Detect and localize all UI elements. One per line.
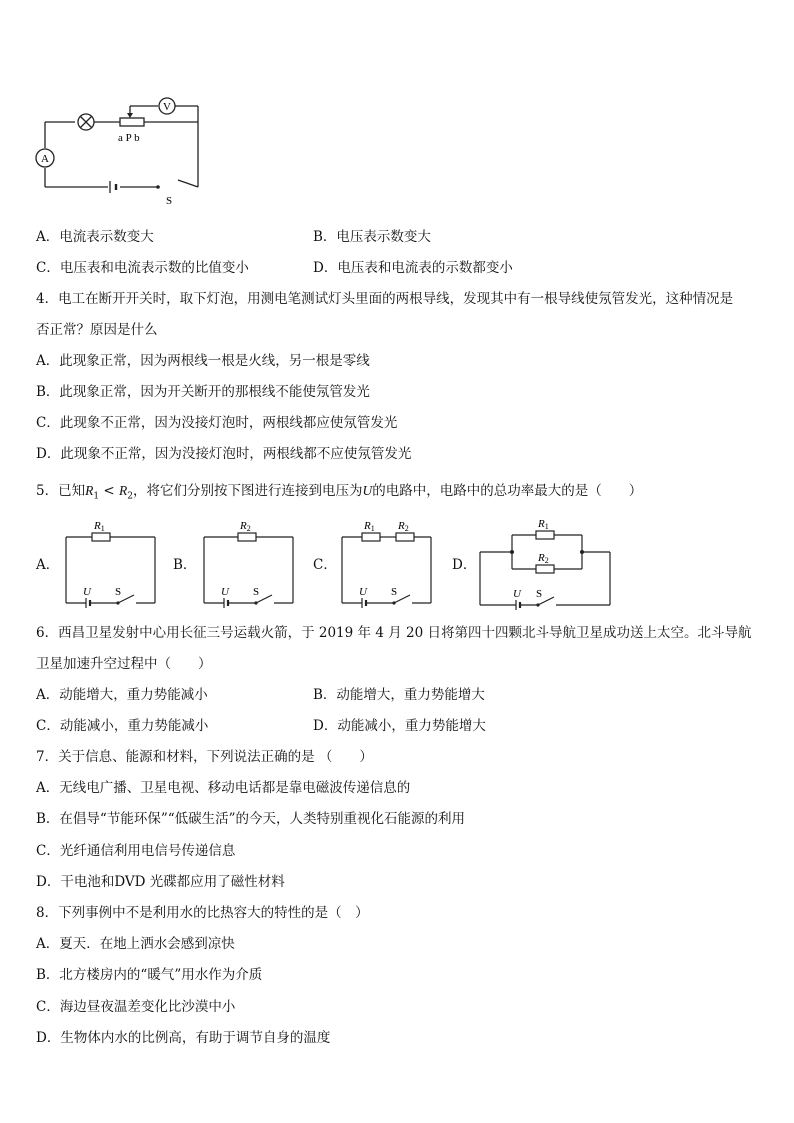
res-r1-label: R1 — [94, 520, 105, 533]
q7-stem: 7．关于信息、能源和材料，下列说法正确的是 （ ） — [36, 749, 373, 765]
slider-label: a P b — [118, 132, 140, 144]
r2-subscript: 2 — [127, 491, 133, 502]
voltmeter-label: V — [163, 101, 171, 113]
q3-option-d[interactable]: D．电压表和电流表的示数都变小 — [313, 260, 513, 276]
q8-option-b[interactable]: B．北方楼房内的“暖气”用水作为介质 — [36, 967, 263, 983]
q8-option-a[interactable]: A．夏天．在地上洒水会感到凉快 — [36, 936, 235, 952]
q5-stem-post: 的电路中，电路中的总功率最大的是（ ） — [372, 483, 643, 499]
switch-s-label: S — [115, 586, 122, 598]
q7-option-a[interactable]: A．无线电广播、卫星电视、移动电话都是靠电磁波传递信息的 — [36, 780, 411, 796]
q5-stem — [36, 482, 642, 506]
q5-circuit-a[interactable] — [62, 515, 162, 610]
r1-symbol: R — [85, 483, 94, 498]
res-r2-label: R2 — [538, 552, 549, 565]
q6-stem-line2: 卫星加速升空过程中（ ） — [36, 656, 212, 672]
q8-option-d[interactable]: D．生物体内水的比例高，有助于调节自身的温度 — [36, 1030, 331, 1046]
q6-option-b[interactable]: B．动能增大，重力势能增大 — [313, 687, 485, 703]
q4-stem-line2: 否正常？原因是什么 — [36, 322, 158, 338]
q3-circuit-diagram — [30, 90, 210, 210]
voltage-symbol: U — [362, 483, 373, 498]
switch-s-label: S — [536, 588, 543, 600]
ammeter-label: A — [41, 153, 49, 165]
q7-option-d[interactable]: D．干电池和DVD 光碟都应用了磁性材料 — [36, 874, 285, 890]
source-u-label: U — [83, 586, 91, 598]
q5-circuit-c[interactable] — [338, 515, 438, 610]
switch-s-label: S — [253, 586, 260, 598]
q4-option-b[interactable]: B．此现象正常，因为开关断开的那根线不能使氖管发光 — [36, 384, 370, 400]
q6-option-d[interactable]: D．动能减小，重力势能增大 — [313, 718, 486, 734]
q5-stem-mid: ，将它们分别按下图进行连接到电压为 — [132, 483, 363, 499]
q3-option-a[interactable]: A．电流表示数变大 — [36, 229, 154, 245]
source-u-label: U — [513, 588, 521, 600]
q5-option-d-label[interactable]: D． — [452, 557, 477, 573]
q5-option-a-label[interactable]: A． — [36, 557, 60, 573]
q4-option-d[interactable]: D．此现象不正常，因为没接灯泡时，两根线都不应使氖管发光 — [36, 446, 412, 462]
q5-option-b-label[interactable]: B． — [173, 557, 197, 573]
r1-subscript: 1 — [93, 491, 100, 502]
res-r2-label: R2 — [240, 520, 251, 533]
q5-stem-pre: 5．已知 — [36, 483, 86, 499]
q7-option-c[interactable]: C．光纤通信利用电信号传递信息 — [36, 843, 236, 859]
q5-option-c-label[interactable]: C． — [313, 557, 337, 573]
switch-s-label: S — [391, 586, 398, 598]
res-r1-label: R1 — [364, 520, 375, 533]
less-than-sign: < — [99, 483, 119, 499]
q6-option-c[interactable]: C．动能减小，重力势能减小 — [36, 718, 209, 734]
res-r1-label: R1 — [538, 518, 549, 531]
q3-option-c[interactable]: C．电压表和电流表示数的比值变小 — [36, 260, 249, 276]
source-u-label: U — [221, 586, 229, 598]
source-u-label: U — [359, 586, 367, 598]
q8-stem: 8．下列事例中不是利用水的比热容大的特性的是（ ） — [36, 905, 369, 921]
q4-option-a[interactable]: A．此现象正常，因为两根线一根是火线，另一根是零线 — [36, 353, 370, 369]
q3-option-b[interactable]: B．电压表示数变大 — [313, 229, 431, 245]
q6-option-a[interactable]: A．动能增大，重力势能减小 — [36, 687, 208, 703]
r2-symbol: R — [118, 483, 128, 498]
q5-circuit-d[interactable] — [476, 513, 616, 610]
q7-option-b[interactable]: B．在倡导“节能环保”“低碳生活”的今天，人类特别重视化石能源的利用 — [36, 811, 466, 827]
q4-stem-line1: 4．电工在断开开关时，取下灯泡，用测电笔测试灯头里面的两根导线，发现其中有一根导线使氖管发光，这种情况是 — [36, 291, 734, 307]
res-r2-label: R2 — [398, 520, 409, 533]
q6-stem-line1: 6．西昌卫星发射中心用长征三号运载火箭，于 2019 年 4 月 20 日将第四十四颗北斗导航卫星成功送上太空。北斗导航 — [36, 625, 752, 641]
q8-option-c[interactable]: C．海边昼夜温差变化比沙漠中小 — [36, 999, 236, 1015]
switch-label: S — [166, 195, 173, 207]
q5-circuit-b[interactable] — [200, 515, 300, 610]
q4-option-c[interactable]: C．此现象不正常，因为没接灯泡时，两根线都应使氖管发光 — [36, 415, 398, 431]
